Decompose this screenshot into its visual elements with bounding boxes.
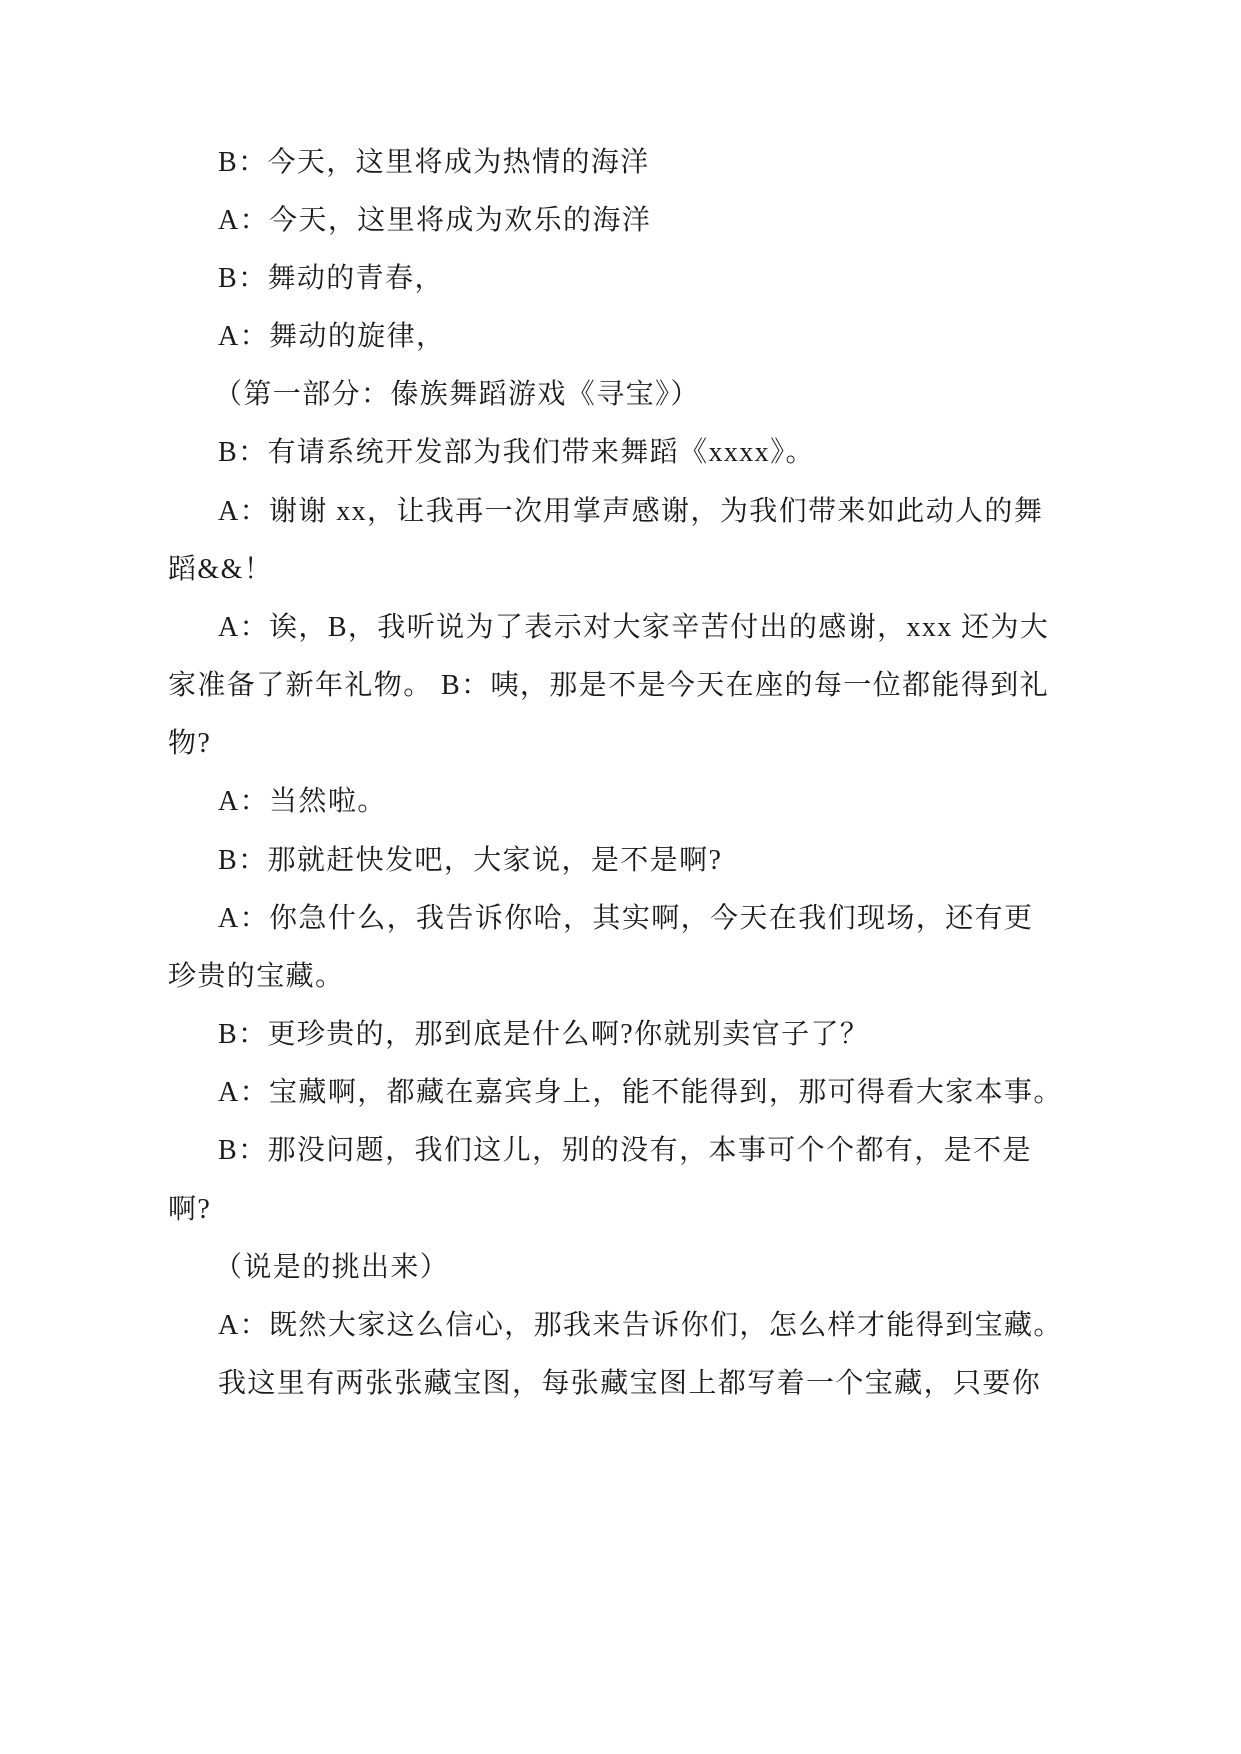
dialogue-line: B：那没问题，我们这儿，别的没有，本事可个个都有，是不是 bbox=[218, 1135, 1032, 1166]
dialogue-line: A：你急什么，我告诉你哈，其实啊，今天在我们现场，还有更 bbox=[218, 903, 1034, 934]
dialogue-line: 我这里有两张张藏宝图，每张藏宝图上都写着一个宝藏，只要你 bbox=[218, 1368, 1042, 1399]
dialogue-line: A：今天，这里将成为欢乐的海洋 bbox=[218, 205, 652, 236]
dialogue-line: B：舞动的青春， bbox=[218, 263, 444, 294]
stage-direction: （说是的挑出来） bbox=[214, 1252, 450, 1283]
dialogue-line: A：宝藏啊，都藏在嘉宾身上，能不能得到，那可得看大家本事。 bbox=[218, 1077, 1063, 1108]
dialogue-line: A：谢谢 xx，让我再一次用掌声感谢，为我们带来如此动人的舞 bbox=[218, 496, 1044, 527]
stage-direction: （第一部分：傣族舞蹈游戏《寻宝》） bbox=[214, 379, 700, 410]
dialogue-line: A：诶，B，我听说为了表示对大家辛苦付出的感谢，xxx 还为大 bbox=[218, 612, 1050, 643]
dialogue-line: B：更珍贵的，那到底是什么啊?你就别卖官子了？ bbox=[218, 1019, 870, 1050]
dialogue-line: B：今天，这里将成为热情的海洋 bbox=[218, 147, 650, 178]
dialogue-line: A：当然啦。 bbox=[218, 786, 387, 817]
dialogue-line-continuation: 物? bbox=[168, 728, 212, 759]
dialogue-line: A：既然大家这么信心，那我来告诉你们，怎么样才能得到宝藏。 bbox=[218, 1310, 1063, 1341]
dialogue-line: B：那就赶快发吧，大家说，是不是啊? bbox=[218, 845, 723, 876]
dialogue-line-continuation: 啊? bbox=[168, 1194, 212, 1225]
dialogue-line: A：舞动的旋律， bbox=[218, 321, 446, 352]
dialogue-line-continuation: 家准备了新年礼物。 B：咦，那是不是今天在座的每一位都能得到礼 bbox=[168, 670, 1050, 701]
dialogue-line-continuation: 珍贵的宝藏。 bbox=[168, 961, 345, 992]
dialogue-line-continuation: 蹈&&！ bbox=[168, 554, 274, 585]
dialogue-line: B：有请系统开发部为我们带来舞蹈《xxxx》。 bbox=[218, 437, 815, 468]
